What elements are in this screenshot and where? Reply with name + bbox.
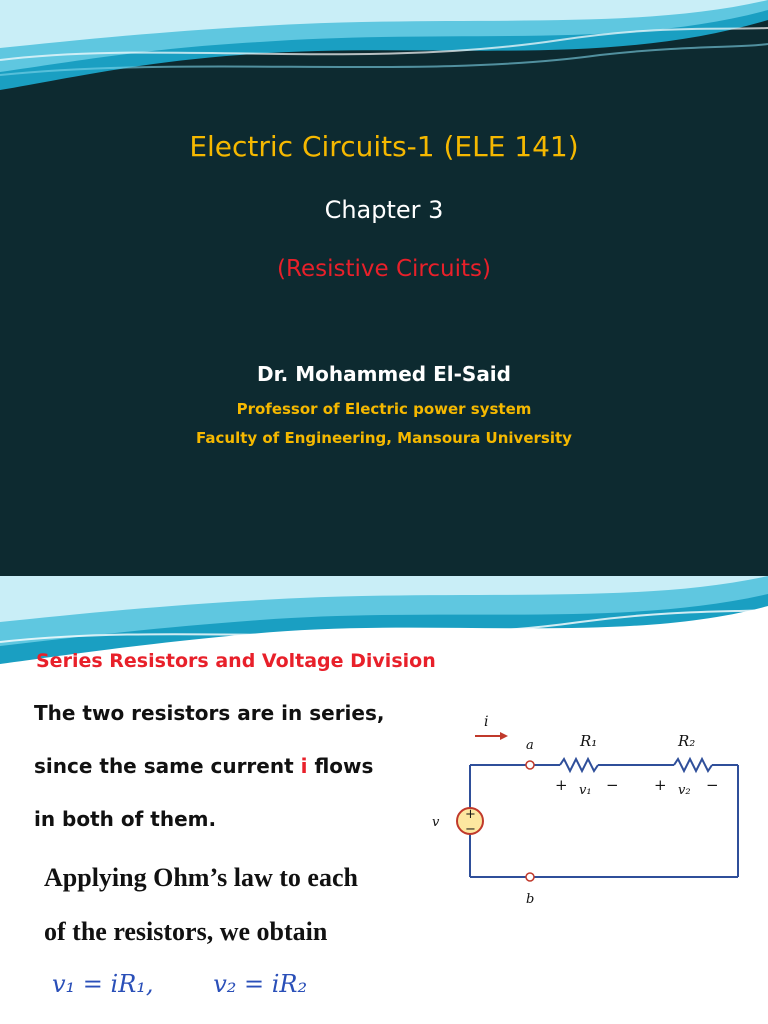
equation-v1: v₁ = iR₁, xyxy=(52,970,154,998)
v1-label: v₁ xyxy=(579,783,592,798)
paragraph-line: in both of them. xyxy=(34,807,217,831)
source-label: v xyxy=(432,815,440,830)
node-b-terminal xyxy=(526,873,534,881)
equations xyxy=(52,970,359,998)
text-span: The two resistors xyxy=(34,701,238,725)
node-a-label: a xyxy=(526,738,534,753)
paragraph-line xyxy=(34,754,373,778)
resistor-r1 xyxy=(560,759,598,771)
wave-banner xyxy=(0,0,768,100)
text-span: flows xyxy=(307,754,374,778)
equation-v2: v₂ = iR₂ xyxy=(213,970,308,998)
content-slide xyxy=(0,576,768,1024)
v1-plus: + xyxy=(555,776,568,794)
source-minus: − xyxy=(465,822,476,837)
highlight-current: i xyxy=(300,754,308,778)
chapter-subtitle: (Resistive Circuits) xyxy=(277,256,491,282)
author-role: Professor of Electric power system xyxy=(236,400,532,418)
resistor-r2 xyxy=(674,759,712,771)
chapter-label: Chapter 3 xyxy=(324,196,444,224)
text-span: since the same current xyxy=(34,754,301,778)
slide-title: Electric Circuits-1 (ELE 141) xyxy=(189,130,579,163)
v2-plus: + xyxy=(654,776,667,794)
v2-minus: − xyxy=(706,776,719,794)
paragraph-line xyxy=(34,701,384,725)
r2-label: R₂ xyxy=(678,732,696,750)
node-b-label: b xyxy=(526,892,535,907)
ohm-law-line: of the resistors, we obtain xyxy=(44,917,328,946)
r1-label: R₁ xyxy=(580,732,598,750)
current-label: i xyxy=(484,714,489,730)
author-name: Dr. Mohammed El-Said xyxy=(257,362,511,386)
series-circuit-diagram xyxy=(420,706,760,916)
arrowhead-icon xyxy=(500,732,508,740)
ohm-law-line: Applying Ohm’s law to each xyxy=(44,863,358,892)
v1-minus: − xyxy=(606,776,619,794)
node-a-terminal xyxy=(526,761,534,769)
source-plus: + xyxy=(465,807,476,822)
v2-label: v₂ xyxy=(678,783,691,798)
author-affiliation: Faculty of Engineering, Mansoura University xyxy=(196,429,572,447)
section-heading: Series Resistors and Voltage Division xyxy=(36,650,436,672)
text-span: are in series, xyxy=(237,701,385,725)
